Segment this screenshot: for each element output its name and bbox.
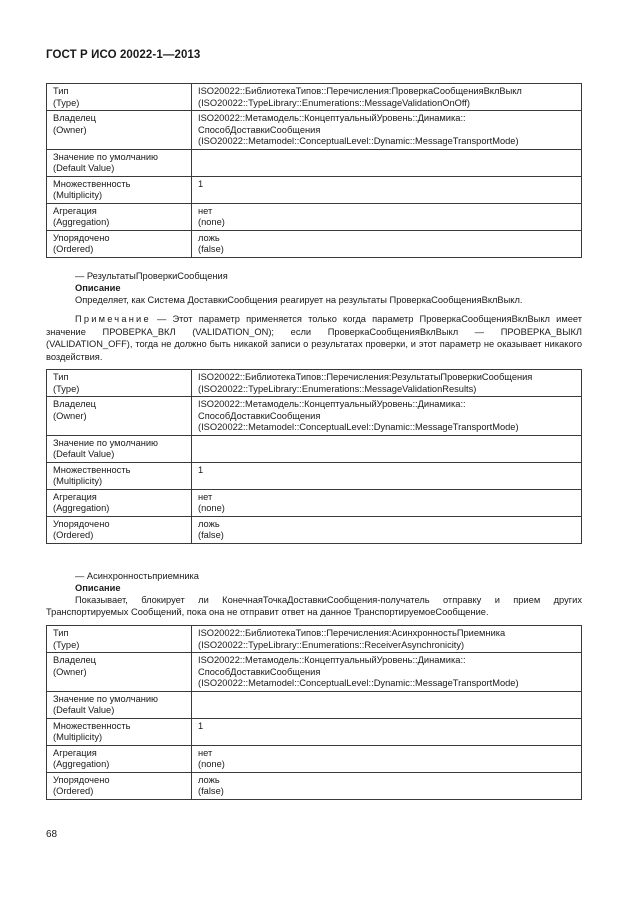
property-value: 1 (198, 178, 204, 189)
property-label-cell (47, 84, 192, 111)
property-label: Агрегация (53, 205, 97, 216)
property-value: ложь (198, 518, 220, 529)
property-value-cell (192, 111, 582, 150)
table-row (47, 84, 582, 111)
property-value-cell (192, 772, 582, 799)
section-description: Определяет, как Система ДоставкиСообщения реагирует на результаты ПроверкаСообщенияВклВыкл. (75, 295, 523, 305)
section-item-receiver-asynchronicity: — Асинхронностьприемника (75, 571, 199, 581)
property-value: (none) (198, 759, 225, 769)
property-value-cell (192, 149, 582, 176)
property-value-cell (192, 84, 582, 111)
property-value: нет (198, 205, 213, 216)
property-label: Владелец (53, 655, 97, 665)
property-value: (none) (198, 503, 225, 513)
property-value: (ISO20022::TypeLibrary::Enumerations::ReceiverAsynchronicity) (198, 639, 465, 650)
property-value: ISO20022::Метамодель::КонцептуальныйУровень::Динамика:: (198, 655, 466, 665)
property-value: СпособДоставкиСообщения (198, 666, 321, 677)
table-row (47, 516, 582, 543)
table-row (47, 203, 582, 230)
table-row (47, 435, 582, 462)
property-label: (Multiplicity) (53, 476, 103, 486)
property-value: ISO20022::БиблиотекаТипов::Перечисления:ПроверкаСообщенияВклВыкл (198, 86, 522, 96)
table-row (47, 230, 582, 257)
property-label: (Ordered) (53, 530, 94, 540)
property-label: Множественность (53, 720, 131, 731)
table-row (47, 111, 582, 150)
table-row (47, 149, 582, 176)
property-label: (Ordered) (53, 786, 94, 796)
property-value-cell (192, 516, 582, 543)
property-value: СпособДоставкиСообщения (198, 410, 321, 421)
property-value: ISO20022::Метамодель::КонцептуальныйУровень::Динамика:: (198, 113, 466, 123)
property-label-cell (47, 745, 192, 772)
property-label: Владелец (53, 113, 97, 123)
property-value-cell (192, 745, 582, 772)
property-label-cell (47, 230, 192, 257)
property-label-cell (47, 772, 192, 799)
property-value: (ISO20022::Metamodel::ConceptualLevel::Dynamic::MessageTransportMode) (198, 136, 519, 146)
property-label-cell (47, 370, 192, 397)
property-value-cell (192, 626, 582, 653)
note-label: Примечание (75, 314, 151, 324)
section-heading-description: Описание (75, 283, 121, 293)
table-row (47, 691, 582, 718)
property-label: Значение по умолчанию (53, 693, 159, 704)
note-paragraph (46, 313, 582, 363)
property-table-receiver-asynchronicity (46, 625, 582, 800)
property-label: Тип (53, 628, 69, 638)
property-label: (Type) (53, 639, 80, 650)
property-value: (none) (198, 217, 225, 227)
property-label: (Owner) (53, 666, 87, 677)
property-label: (Default Value) (53, 705, 115, 715)
property-label: (Type) (53, 97, 80, 108)
property-label-cell (47, 653, 192, 692)
property-value: 1 (198, 464, 204, 475)
property-label-cell (47, 462, 192, 489)
section-item-validation-results: — РезультатыПроверкиСообщения (75, 271, 228, 281)
page-header: ГОСТ Р ИСО 20022-1—2013 (46, 49, 201, 61)
table-row (47, 626, 582, 653)
property-label: (Aggregation) (53, 217, 110, 227)
property-label: (Default Value) (53, 449, 115, 459)
property-value: нет (198, 491, 213, 502)
table-row (47, 176, 582, 203)
property-value: ложь (198, 232, 220, 243)
property-value-cell (192, 230, 582, 257)
property-value-cell (192, 435, 582, 462)
property-label-cell (47, 516, 192, 543)
property-label: Упорядочено (53, 232, 110, 243)
property-value: (ISO20022::Metamodel::ConceptualLevel::Dynamic::MessageTransportMode) (198, 678, 519, 688)
section-heading-description: Описание (75, 583, 121, 593)
property-label: Множественность (53, 178, 131, 189)
property-value: ISO20022::БиблиотекаТипов::Перечисления:АсинхронностьПриемника (198, 628, 506, 638)
property-value-cell (192, 176, 582, 203)
property-label: (Multiplicity) (53, 190, 103, 200)
property-label: Тип (53, 86, 69, 96)
property-value: (ISO20022::TypeLibrary::Enumerations::MessageValidationOnOff) (198, 97, 470, 108)
property-label: (Type) (53, 383, 80, 394)
property-label: (Owner) (53, 410, 87, 421)
property-value-cell (192, 653, 582, 692)
property-value: СпособДоставкиСообщения (198, 124, 321, 135)
property-value: (false) (198, 786, 224, 796)
property-label: Тип (53, 372, 69, 382)
property-label: (Aggregation) (53, 503, 110, 513)
property-value-cell (192, 370, 582, 397)
property-label: Упорядочено (53, 774, 110, 785)
table-row (47, 772, 582, 799)
property-value: (false) (198, 530, 224, 540)
table-row (47, 397, 582, 436)
property-value-cell (192, 462, 582, 489)
property-label-cell (47, 489, 192, 516)
property-value-cell (192, 489, 582, 516)
property-label: Упорядочено (53, 518, 110, 529)
property-value: ISO20022::Метамодель::КонцептуальныйУровень::Динамика:: (198, 399, 466, 409)
property-value: ISO20022::БиблиотекаТипов::Перечисления:РезультатыПроверкиСообщения (198, 372, 533, 382)
property-table-message-validation-on-off (46, 83, 582, 258)
table-row (47, 653, 582, 692)
property-value-cell (192, 397, 582, 436)
property-label: Значение по умолчанию (53, 151, 159, 162)
property-label: (Default Value) (53, 163, 115, 173)
property-label: Агрегация (53, 747, 97, 758)
property-label: Множественность (53, 464, 131, 475)
property-label-cell (47, 691, 192, 718)
property-label-cell (47, 111, 192, 150)
property-table-message-validation-results (46, 369, 582, 544)
property-value: ложь (198, 774, 220, 785)
property-value: нет (198, 747, 213, 758)
page-number: 68 (46, 829, 58, 840)
property-label: (Owner) (53, 124, 87, 135)
property-value: (false) (198, 244, 224, 254)
property-label: Агрегация (53, 491, 97, 502)
property-label: (Multiplicity) (53, 732, 103, 742)
property-value-cell (192, 718, 582, 745)
section-description: Показывает, блокирует ли КонечнаяТочкаДоставкиСообщения-получатель отправку и прием других Транспортируемых Сообщений, пока она не отправит ответ на данное ТранспортируемоеСообщение. (46, 595, 582, 617)
property-value: (ISO20022::TypeLibrary::Enumerations::MessageValidationResults) (198, 383, 477, 394)
property-label-cell (47, 397, 192, 436)
property-value: 1 (198, 720, 204, 731)
table-row (47, 718, 582, 745)
property-value-cell (192, 691, 582, 718)
property-label-cell (47, 176, 192, 203)
table-row (47, 745, 582, 772)
note-text: — Этот параметр применяется только когда параметр ПроверкаСообщенияВклВыкл имеет значение ПРОВЕРКА_ВКЛ (VALIDATION_ON); если ПроверкаСообщенияВклВыкл — ПРОВЕРКА_ВЫКЛ (VALIDATION_OFF), тогда не должно быть никакой записи о результатах проверки, и этот параметр не оказывает никакого воздействия. (46, 314, 582, 362)
property-label-cell (47, 203, 192, 230)
property-label: (Aggregation) (53, 759, 110, 769)
property-value-cell (192, 203, 582, 230)
property-label-cell (47, 435, 192, 462)
property-label: (Ordered) (53, 244, 94, 254)
table-row (47, 462, 582, 489)
property-label-cell (47, 626, 192, 653)
property-label: Значение по умолчанию (53, 437, 159, 448)
property-label: Владелец (53, 399, 97, 409)
property-label-cell (47, 149, 192, 176)
table-row (47, 489, 582, 516)
property-value: (ISO20022::Metamodel::ConceptualLevel::Dynamic::MessageTransportMode) (198, 422, 519, 432)
property-label-cell (47, 718, 192, 745)
table-row (47, 370, 582, 397)
